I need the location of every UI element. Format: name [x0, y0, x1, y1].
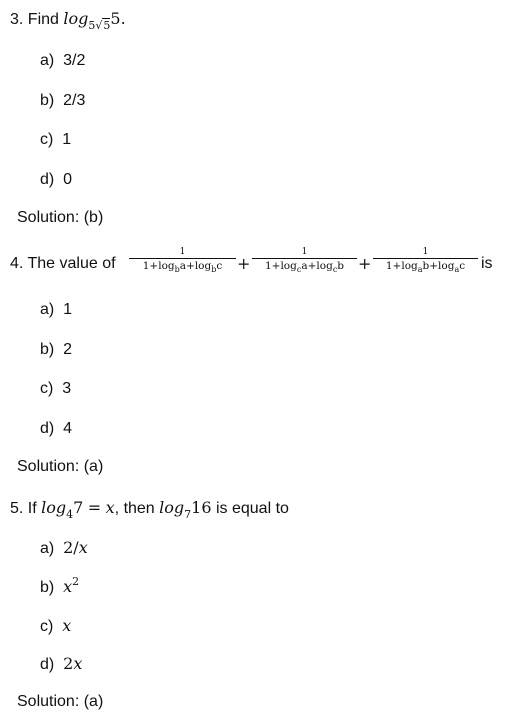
question-5-stem [10, 498, 289, 520]
question-text: Find [27, 11, 59, 28]
option-d[interactable]: d) 0 [40, 171, 73, 188]
log-symbol: log [159, 498, 185, 517]
option-a[interactable]: a) 3/2 [40, 52, 86, 69]
connector-text: , then [114, 500, 155, 517]
plus-sign: + [358, 254, 372, 273]
log-argument: 16 [191, 498, 212, 517]
numerator: 1 [179, 247, 186, 257]
denominator: $1+\log_ca+\log_cb$ [264, 260, 345, 274]
option-d[interactable]: d) 2x [40, 654, 83, 673]
variable-x: x [105, 498, 115, 517]
option-b[interactable]: b) 2 [40, 341, 73, 358]
option-d[interactable]: d) 4 [40, 420, 73, 437]
fraction-2 [252, 247, 357, 274]
question-3-stem [10, 9, 126, 31]
log-base: 4 [66, 508, 74, 521]
fraction-3 [373, 247, 478, 274]
question-4-number-text [10, 254, 116, 274]
log-argument: 5. [110, 9, 126, 28]
log-base: 7 [184, 508, 192, 521]
question-text: If [27, 500, 37, 517]
option-a[interactable]: a) 2/x [40, 538, 88, 557]
option-b[interactable]: b) 2/3 [40, 92, 86, 109]
solution-q4: Solution: (a) [17, 458, 104, 475]
plus-sign: + [237, 254, 251, 273]
log-argument: 7 [73, 498, 84, 517]
question-text: The value of [27, 255, 116, 272]
denominator: $1+\log_ba+\log_bc$ [142, 260, 223, 274]
radical: √5 [95, 19, 111, 32]
option-c[interactable]: c) 3 [40, 380, 72, 397]
fraction-1 [129, 247, 236, 274]
option-c[interactable]: c) 1 [40, 131, 72, 148]
option-c[interactable]: c) x [40, 616, 72, 635]
log-symbol: log [63, 9, 89, 28]
question-number: 4. [10, 255, 24, 272]
equals-sign: = [87, 498, 102, 517]
log-base: 5√5 [88, 19, 110, 32]
denominator: $1+\log_ab+\log_ac$ [385, 260, 466, 274]
question-suffix: is [481, 255, 493, 272]
solution-q3: Solution: (b) [17, 209, 104, 226]
option-a[interactable]: a) 1 [40, 301, 73, 318]
question-suffix: is equal to [215, 500, 289, 517]
numerator: 1 [301, 247, 308, 257]
solution-q5: Solution: (a) [17, 693, 104, 710]
option-b[interactable]: b) $x^2$ [40, 575, 80, 596]
log-symbol: log [41, 498, 67, 517]
numerator: 1 [422, 247, 429, 257]
question-number: 5. [10, 500, 24, 517]
question-number: 3. [10, 11, 24, 28]
